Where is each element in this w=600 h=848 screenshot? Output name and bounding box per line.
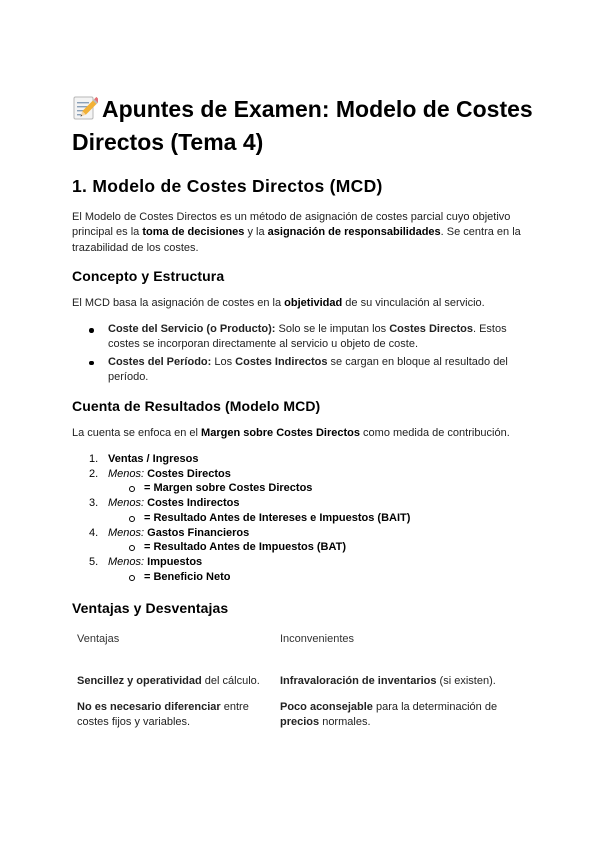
bullet-text: se cargan en bloque al resultado del período. [108, 355, 508, 383]
item-number: 2. [89, 467, 99, 480]
concepto-text-1: El MCD basa la asignación de costes en la [72, 297, 285, 309]
item-label: Costes Indirectos [147, 497, 240, 510]
cell-bold: Poco aconsejable [280, 701, 373, 713]
cell-bold: Sencillez y operatividad [77, 675, 202, 687]
cell-text: normales. [319, 716, 371, 729]
bullet-text: Los [211, 355, 236, 368]
list-item [86, 555, 526, 570]
bullet-label: Costes del Período: [108, 355, 212, 368]
list-item [86, 526, 526, 541]
bullet-bold: Costes Directos [389, 323, 473, 335]
bullet-text: Solo se le imputan los [275, 323, 390, 335]
table-cell [77, 700, 267, 731]
intro-paragraph [72, 210, 532, 256]
concepto-paragraph [72, 296, 532, 311]
item-prefix: Menos: [108, 467, 145, 480]
subheading-ventajas: Ventajas y Desventajas [72, 600, 229, 616]
page-title-text: Apuntes de Examen: Modelo de Costes Directos (Tema 4) [72, 96, 533, 155]
cell-text: entre costes fijos y variables. [77, 701, 249, 729]
item-number: 3. [89, 497, 99, 510]
concepto-bullet-list [86, 322, 526, 387]
list-item [86, 452, 526, 467]
item-label: Ventas / Ingresos [108, 453, 199, 465]
cell-bold: No es necesario diferenciar [77, 701, 221, 713]
intro-text-2: y la [244, 226, 268, 239]
list-item [86, 496, 526, 511]
cell-text: para la determinación de [372, 701, 498, 713]
cell-text: del cálculo. [201, 675, 260, 687]
cuenta-text-2: como medida de contribución. [359, 427, 510, 439]
section-heading-mcd: 1. Modelo de Costes Directos (MCD) [72, 176, 383, 196]
cell-bold: precios [280, 716, 320, 729]
item-label: Gastos Financieros [147, 526, 250, 539]
item-number: 1. [89, 453, 99, 465]
item-number: 5. [89, 555, 99, 568]
list-item [86, 467, 526, 482]
concepto-bold: objetividad [284, 297, 343, 309]
item-number: 4. [89, 526, 99, 539]
item-label: Costes Directos [147, 467, 231, 480]
sub-result-item: = Resultado Antes de Impuestos (BAT) [86, 540, 526, 555]
concepto-text-2: de su vinculación al servicio. [342, 297, 485, 309]
sub-result-item: = Beneficio Neto [86, 570, 526, 585]
sub-result-item: = Resultado Antes de Intereses e Impuestos (BAIT) [86, 511, 526, 526]
intro-bold-2: asignación de responsabilidades [267, 226, 441, 239]
memo-icon [72, 95, 98, 121]
subheading-concepto: Concepto y Estructura [72, 268, 225, 284]
intro-bold-1: toma de decisiones [142, 226, 245, 239]
table-cell [280, 700, 520, 731]
cuenta-text-1: La cuenta se enfoca en el [72, 427, 202, 439]
list-item [86, 355, 526, 386]
bullet-label: Coste del Servicio (o Producto): [108, 323, 276, 335]
table-cell [280, 674, 520, 689]
intro-text-1: El Modelo de Costes Directos es un método de asignación de costes parcial cuyo objetivo principal es la [72, 211, 511, 239]
bullet-bold: Costes Indirectos [235, 355, 328, 368]
table-header-inconvenientes: Inconvenientes [280, 633, 354, 645]
table-header-ventajas: Ventajas [77, 633, 120, 645]
cuenta-paragraph [72, 426, 532, 441]
item-prefix: Menos: [108, 526, 145, 539]
page-title [72, 93, 542, 159]
item-label: Impuestos [147, 555, 203, 568]
item-prefix: Menos: [108, 555, 145, 568]
intro-text-3: . Se centra en la trazabilidad de los costes. [72, 226, 521, 254]
income-statement-list [86, 452, 526, 584]
table-cell [77, 674, 283, 689]
sub-result-item: = Margen sobre Costes Directos [86, 481, 526, 496]
subheading-cuenta: Cuenta de Resultados (Modelo MCD) [72, 398, 321, 414]
cuenta-bold: Margen sobre Costes Directos [201, 427, 360, 439]
list-item [86, 322, 526, 353]
bullet-text: . Estos costes se incorporan directamente al servicio u objeto de coste. [108, 323, 507, 351]
cell-text: (si existen). [436, 675, 496, 687]
item-prefix: Menos: [108, 497, 145, 510]
cell-bold: Infravaloración de inventarios [280, 675, 437, 687]
